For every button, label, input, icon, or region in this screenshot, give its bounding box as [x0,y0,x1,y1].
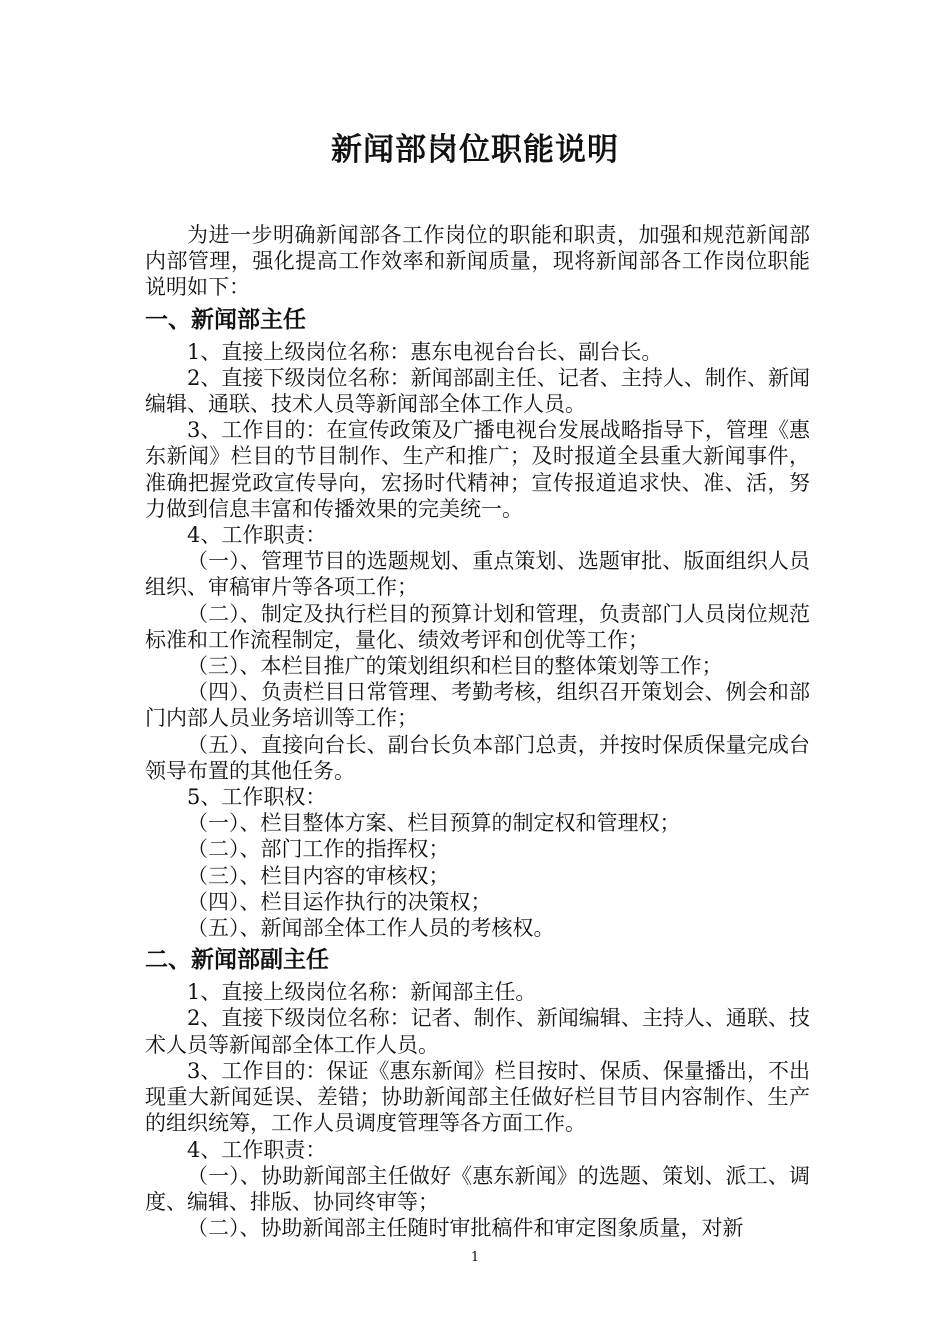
section-heading-deputy-director: 二、新闻部副主任 [145,946,329,974]
paragraph: （一）、栏目整体方案、栏目预算的制定权和管理权； [187,811,681,836]
page-title: 新闻部岗位职能说明 [331,132,619,168]
paragraph: （五）、直接向台长、副台长负本部门总责，并按时保质保量完成台领导布置的其他任务。 [145,732,810,783]
paragraph: （一）、协助新闻部主任做好《惠东新闻》的选题、策划、派工、调度、编辑、排版、协同终审等； [145,1163,810,1214]
paragraph: （二）、制定及执行栏目的预算计划和管理，负责部门人员岗位规范标准和工作流程制定，量化、绩效考评和创优等工作； [145,601,810,652]
paragraph: （四）、负责栏目日常管理、考勤考核，组织召开策划会、例会和部门内部人员业务培训等工作； [145,680,810,731]
paragraph: （一）、管理节目的选题规划、重点策划、选题审批、版面组织人员组织、审稿审片等各项工作； [145,549,810,600]
paragraph: 1、直接上级岗位名称：惠东电视台台长、副台长。 [187,339,663,364]
paragraph: 3、工作目的：保证《惠东新闻》栏目按时、保质、保量播出，不出现重大新闻延误、差错；协助新闻部主任做好栏目节目内容制作、生产的组织统筹，工作人员调度管理等各方面工作。 [145,1058,810,1136]
section-heading-director: 一、新闻部主任 [145,305,306,333]
paragraph: 2、直接下级岗位名称：记者、制作、新闻编辑、主持人、通联、技术人员等新闻部全体工作人员。 [145,1006,810,1057]
paragraph: 4、工作职责： [187,523,327,548]
paragraph: 3、工作目的：在宣传政策及广播电视台发展战略指导下，管理《惠东新闻》栏目的节目制作、生产和推广；及时报道全县重大新闻事件，准确把握党政宣传导向，宏扬时代精神；宣传报道追求快、准、活，努力做到信息丰富和传播效果的完美统一。 [145,418,810,521]
paragraph: （三）、栏目内容的审核权； [187,863,450,888]
paragraph: （二）、协助新闻部主任随时审批稿件和审定图象质量，对新 [187,1216,744,1241]
document-body [145,222,810,1241]
paragraph: （四）、栏目运作执行的决策权； [187,889,492,914]
intro-paragraph: 为进一步明确新闻部各工作岗位的职能和职责，加强和规范新闻部内部管理，强化提高工作效率和新闻质量，现将新闻部各工作岗位职能说明如下： [145,223,810,300]
paragraph: 1、直接上级岗位名称：新闻部主任。 [187,980,537,1005]
paragraph: （二）、部门工作的指挥权； [187,837,450,862]
paragraph: （三）、本栏目推广的策划组织和栏目的整体策划等工作； [187,654,723,679]
page-number: 1 [470,1250,480,1265]
paragraph: 5、工作职权： [187,785,327,810]
paragraph: 4、工作职责： [187,1137,327,1162]
paragraph: （五）、新闻部全体工作人员的考核权。 [187,916,555,941]
paragraph: 2、直接下级岗位名称：新闻部副主任、记者、主持人、制作、新闻编辑、通联、技术人员等新闻部全体工作人员。 [145,365,810,417]
